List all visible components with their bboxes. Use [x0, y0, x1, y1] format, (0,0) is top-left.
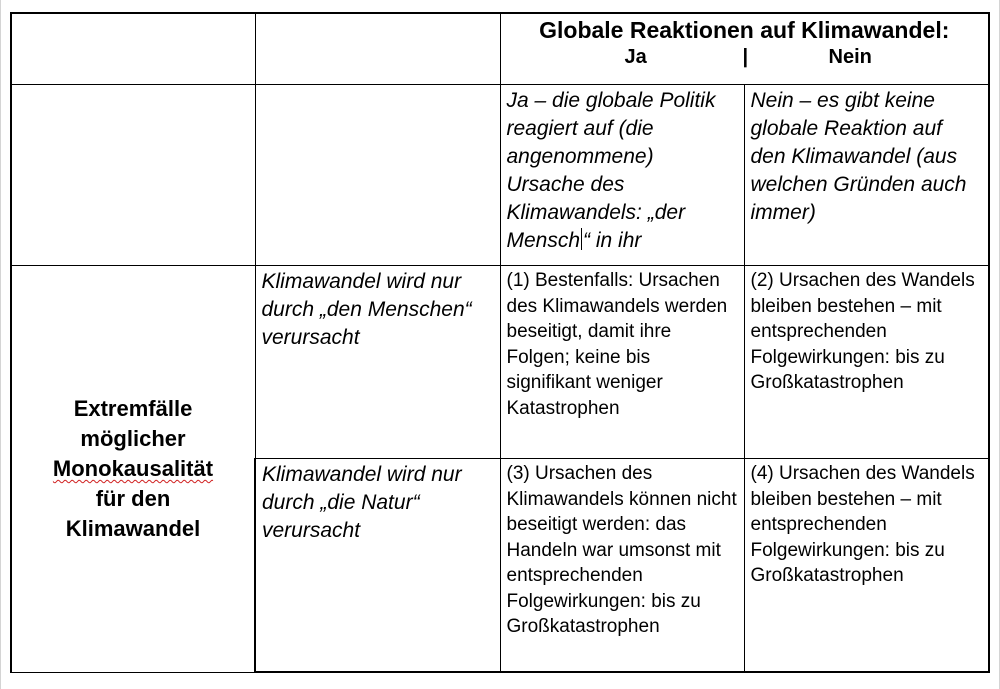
case-3-cell[interactable]	[500, 459, 744, 673]
option-ja-label: Ja	[624, 46, 647, 68]
case-2-text: (2) Ursachen des Wandels bleiben bestehen – mit entsprechenden Folgewirkungen: bis zu Großkatastrophen	[750, 270, 975, 393]
case-2-cell[interactable]	[744, 266, 989, 459]
empty-corner-cell-1[interactable]	[11, 13, 255, 85]
row-label-line-5: Klimawandel	[65, 515, 201, 541]
cause-human-text: Klimawandel wird nur durch „den Menschen“ verursacht	[261, 270, 472, 349]
cause-nature-text: Klimawandel wird nur durch „die Natur“ verursacht	[262, 463, 462, 542]
page-edge-left	[0, 0, 1, 689]
case-3-text: (3) Ursachen des Klimawandels können nicht beseitigt werden: das Handeln war umsonst mit entsprechenden Folgewirkungen: bis zu Großkatastrophen	[506, 463, 737, 637]
ja-description-text-end: “ in ihr	[583, 229, 642, 252]
cause-nature-cell[interactable]	[255, 459, 500, 673]
case-4-cell[interactable]	[744, 459, 989, 673]
climate-table	[10, 12, 990, 673]
empty-subheader-cell-2[interactable]	[255, 85, 500, 266]
row-label-cell[interactable]	[11, 266, 255, 673]
cause-human-cell[interactable]	[255, 266, 500, 459]
subheader-row	[11, 85, 989, 266]
spellcheck-word: Monokausalität	[52, 455, 214, 481]
ja-description-text: Ja – die globale Politik reagiert auf (die angenommene) Ursache des Klimawandels: „der Mensch	[506, 89, 716, 252]
header-options	[507, 44, 983, 70]
header-cell[interactable]	[500, 13, 989, 85]
empty-corner-cell-2[interactable]	[255, 13, 500, 85]
empty-subheader-cell-1[interactable]	[11, 85, 255, 266]
header-row	[11, 13, 989, 85]
option-separator: |	[742, 46, 749, 68]
row-label-line-3	[18, 454, 248, 484]
ja-description-cell[interactable]	[500, 85, 744, 266]
option-nein-label: Nein	[828, 46, 872, 68]
nein-description-text: Nein – es gibt keine globale Reaktion auf den Klimawandel (aus welchen Gründen auch immer)	[750, 89, 967, 224]
case-1-cell[interactable]	[500, 266, 744, 459]
nein-description-cell[interactable]	[744, 85, 989, 266]
row-label-line-1: Extremfälle	[73, 395, 193, 421]
case-4-text: (4) Ursachen des Wandels bleiben bestehen – mit entsprechenden Folgewirkungen: bis zu Großkatastrophen	[750, 463, 975, 586]
table-title: Globale Reaktionen auf Klimawandel:	[539, 17, 950, 43]
row-label-line-2: möglicher	[80, 425, 186, 451]
case-1-text: (1) Bestenfalls: Ursachen des Klimawandels werden beseitigt, damit ihre Folgen; keine bis signifikant weniger Katastrophen	[506, 270, 728, 419]
case-row-human	[11, 266, 989, 459]
text-cursor	[581, 228, 582, 250]
row-label-line-4: für den	[95, 485, 171, 511]
